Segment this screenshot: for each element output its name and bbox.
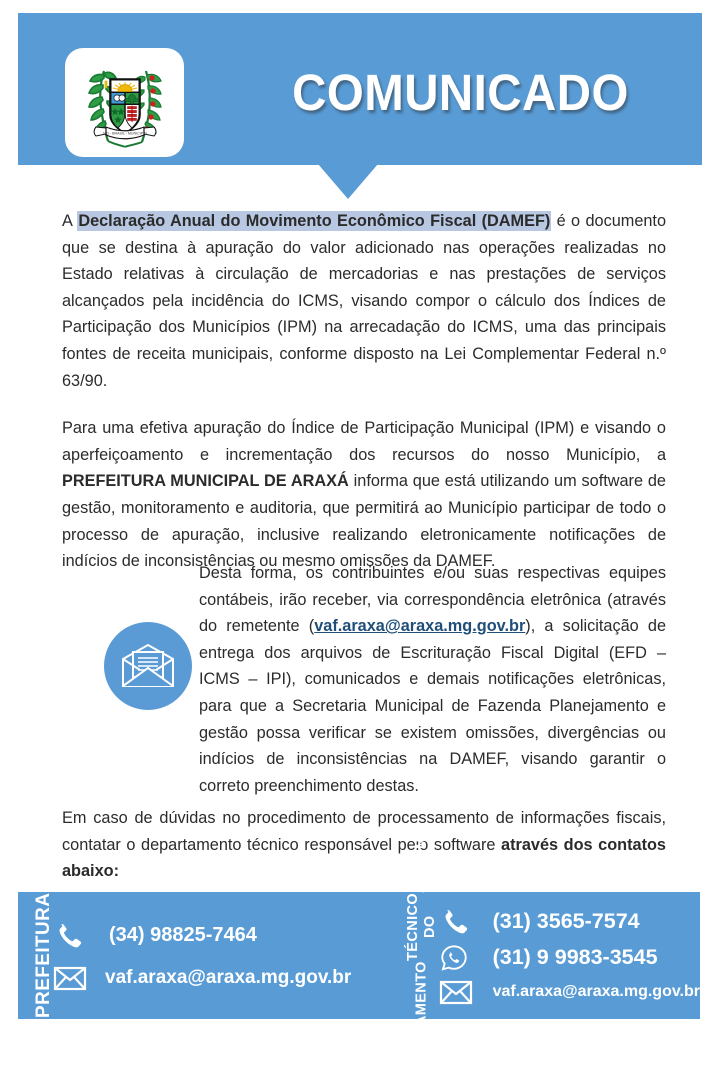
footer-dept-line3: SISTEMA bbox=[413, 825, 430, 893]
paragraph-2-rest: informa que está utilizando um software de gestão, monitoramento e auditoria, que permitirá ao Município participar de todo o processo de apuração, inclusive realizando eletronicamente notificações de indícios de inconsistências ou mesmo omissões da DAMEF. bbox=[62, 472, 666, 571]
phone-icon bbox=[439, 907, 481, 937]
envelope-icon bbox=[439, 979, 481, 1005]
crest-card bbox=[65, 48, 184, 157]
paragraph-4-lead: Em caso de dúvidas no procedimento de processamento de informações fiscais, contatar o departamento técnico responsável pelo software bbox=[62, 809, 666, 854]
paragraph-1-rest: é o documento que se destina à apuração do valor adicionado nas operações realizadas no Estado relativas à circulação de mercadorias e nas prestações de serviços alcançados pela incidência do ICMS, visando compor o cálculo dos Índices de Participação dos Municípios (IPM) na arrecadação do ICMS, uma das principais fontes de receita municipais, conforme disposto na Lei Complementar Federal n.º 63/90. bbox=[62, 212, 667, 390]
paragraph-2 bbox=[62, 415, 666, 575]
page-title: COMUNICADO bbox=[292, 64, 629, 121]
paragraph-2-lead: Para uma efetiva apuração do Índice de Participação Municipal (IPM) e visando o aperfeiçoamento e incrementação dos recursos do nosso Município, a bbox=[62, 419, 666, 464]
paragraph-1-lead: A bbox=[62, 212, 78, 230]
footer-left-email-row[interactable] bbox=[53, 965, 351, 991]
footer-right-whatsapp-row[interactable] bbox=[439, 943, 700, 973]
paragraph-4 bbox=[62, 805, 666, 885]
footer-left-column bbox=[18, 892, 351, 1019]
footer-right-email-row[interactable] bbox=[439, 979, 700, 1005]
crest-motto-text: MG - BRASIL - MUNICIPIO bbox=[102, 131, 147, 135]
footer-right-column bbox=[391, 825, 700, 1086]
whatsapp-icon bbox=[439, 943, 481, 973]
footer-right-email-value: vaf.araxa@araxa.mg.gov.br bbox=[492, 982, 700, 1000]
paragraph-3-rest: ), a solicitação de entrega dos arquivos de Escrituração Fiscal Digital (EFD – ICMS – IPI), comunicados e demais notificações eletrônicas, para que a Secretaria Municipal de Fazenda Planejamento e gestão possa verificar se existem omissões, divergências ou indícios de inconsistências na DAMEF, visando garantir o correto preenchimento destas. bbox=[199, 617, 666, 795]
footer-left-phone-row[interactable] bbox=[53, 921, 351, 951]
footer-dept-line2: TÉCNICO DO bbox=[404, 892, 438, 961]
footer-right-contacts bbox=[439, 892, 700, 1019]
sender-email-link[interactable]: vaf.araxa@araxa.mg.gov.br bbox=[314, 617, 526, 636]
footer-left-email-value: vaf.araxa@araxa.mg.gov.br bbox=[105, 966, 352, 988]
prefeitura-bold: PREFEITURA MUNICIPAL DE ARAXÁ bbox=[62, 472, 349, 491]
envelope-paragraph-block bbox=[62, 560, 666, 799]
header-banner bbox=[18, 13, 702, 165]
header-pointer bbox=[318, 164, 378, 199]
envelope-icon bbox=[120, 643, 176, 689]
footer-spacer bbox=[351, 892, 390, 1019]
araxa-coat-of-arms-icon bbox=[80, 57, 170, 149]
closing-block bbox=[62, 805, 666, 885]
footer-departamento-label bbox=[404, 825, 439, 1086]
damef-highlight: Declaração Anual do Movimento Econômico Fiscal (DAMEF) bbox=[78, 212, 551, 230]
footer-left-contacts bbox=[53, 892, 351, 1019]
paragraph-3-lead: Desta forma, os contribuintes e/ou suas respectivas equipes contábeis, irão receber, via correspondência eletrônica (através do remetente ( bbox=[199, 564, 666, 636]
paragraph-3 bbox=[199, 560, 666, 799]
envelope-icon bbox=[53, 965, 95, 991]
footer-right-phone-value: (31) 3565-7574 bbox=[492, 909, 640, 933]
paragraph-1 bbox=[62, 208, 666, 394]
envelope-icon-badge bbox=[104, 622, 192, 710]
footer-right-whatsapp-value: (31) 9 9983-3545 bbox=[492, 945, 658, 969]
document-body bbox=[62, 208, 666, 575]
footer-left-phone-value: (34) 98825-7464 bbox=[109, 924, 257, 946]
footer-prefeitura-label: PREFEITURA bbox=[33, 892, 54, 1019]
phone-icon bbox=[53, 921, 95, 951]
footer-dept-line1: DEPARTAMENTO bbox=[413, 960, 430, 1086]
footer-right-phone-row[interactable] bbox=[439, 907, 700, 937]
contatos-abaixo-bold: através dos contatos abaixo: bbox=[62, 835, 666, 881]
